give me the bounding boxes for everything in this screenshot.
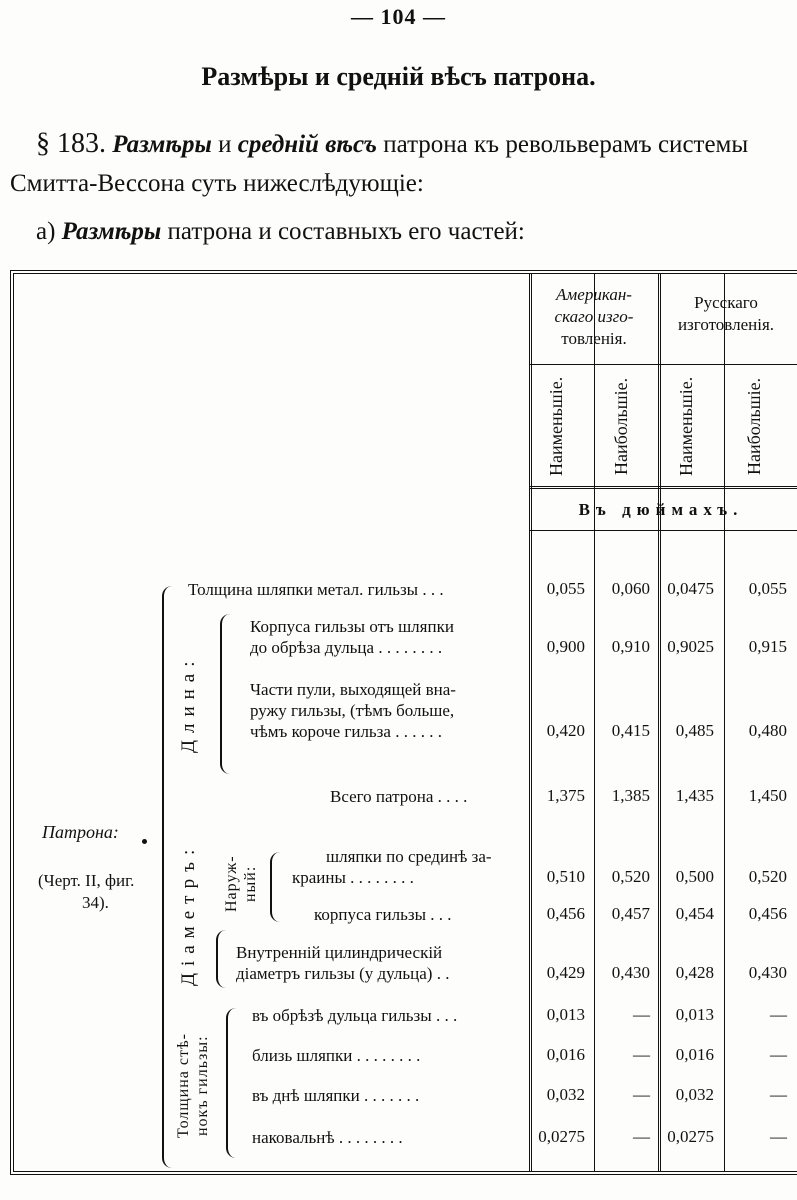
group-dlina: Длина: <box>178 654 199 754</box>
cell-value: 0,915 <box>748 637 787 656</box>
row-label-line: Корпуса гильзы отъ шляпки <box>250 617 454 636</box>
row-label-line: краины . . . . . . . . <box>292 868 414 887</box>
italic-term: среднiй вѣсъ <box>237 131 377 158</box>
cell-value: — <box>633 1045 650 1064</box>
cell-value: 1,385 <box>611 786 650 805</box>
text-run: патрона и составныхъ его частей: <box>161 218 525 245</box>
group-diametr: Діаметръ: <box>178 842 199 986</box>
row-label <box>292 846 492 888</box>
cell-value: 0,430 <box>611 963 650 982</box>
cell-value: 0,428 <box>675 963 714 982</box>
tolshch-line: нокъ гильзы: <box>194 1035 211 1137</box>
brace-naruzh <box>270 852 280 922</box>
cell-value: 0,016 <box>546 1045 585 1064</box>
cell-value: 0,415 <box>611 721 650 740</box>
cell-value: 0,456 <box>546 904 585 923</box>
cell-value: 0,510 <box>546 867 585 886</box>
row-label-line: до обрѣза дульца . . . . . . . . <box>250 638 443 657</box>
header-line: скаго изго- <box>554 307 634 326</box>
cell-value: 0,429 <box>546 963 585 982</box>
cell-value: 0,0275 <box>538 1127 585 1146</box>
header-rule <box>530 530 797 531</box>
cell-value: 1,435 <box>675 786 714 805</box>
cell-value: 0,454 <box>675 904 714 923</box>
cell-value: 0,520 <box>611 867 650 886</box>
row-label-line: Внутренній цилиндрическій <box>236 943 443 962</box>
header-min-american: Наименьшіе. <box>546 376 566 476</box>
cell-value: — <box>770 1085 787 1104</box>
naruzh-line: ный: <box>242 865 259 903</box>
cell-value: 0,9025 <box>667 637 714 656</box>
cell-value: 0,430 <box>748 963 787 982</box>
page-number: — 104 — <box>351 4 446 29</box>
cell-value: 0,060 <box>611 579 650 598</box>
group-reference <box>38 870 134 914</box>
cell-value: — <box>633 1085 650 1104</box>
text-run: и <box>211 131 238 158</box>
cell-value: 0,900 <box>546 637 585 656</box>
row-label-line: чѣмъ короче гильза . . . . . . <box>250 722 442 741</box>
cell-value: 0,480 <box>748 721 787 740</box>
row-label <box>236 942 449 984</box>
row-label: корпуса гильзы . . . <box>314 905 452 924</box>
paragraph-intro <box>0 128 797 160</box>
cell-value: 0,457 <box>611 904 650 923</box>
group-patrona: Патрона: <box>42 822 119 842</box>
header-line: товленія. <box>561 329 627 348</box>
paragraph-sub-a <box>0 218 797 246</box>
header-line: Американ- <box>556 285 632 304</box>
header-rule <box>530 364 797 365</box>
row-label: Всего патрона . . . . <box>330 787 468 806</box>
row-label <box>250 679 456 742</box>
italic-term: Размѣры <box>61 218 162 245</box>
row-label-line: шляпки по срединѣ за- <box>326 847 492 866</box>
section-number: § 183. <box>36 128 106 159</box>
row-label <box>250 616 454 658</box>
text-run: а) <box>36 218 62 245</box>
cell-value: 0,420 <box>546 721 585 740</box>
cell-value: 0,013 <box>546 1005 585 1024</box>
brace-main <box>162 586 174 1168</box>
group-naruzh <box>222 844 262 924</box>
cell-value: 0,055 <box>748 579 787 598</box>
row-label: въ обрѣзѣ дульца гильзы . . . <box>252 1006 458 1025</box>
paragraph-intro-cont: Смитта-Вессона суть нижеслѣдующiе: <box>10 170 424 197</box>
header-max-american: Наибольшіе. <box>611 377 631 475</box>
header-line: Русскаго <box>694 293 758 312</box>
ink-dot <box>142 839 147 844</box>
row-label-line: Части пули, выходящей вна- <box>250 680 456 699</box>
cell-value: 0,485 <box>675 721 714 740</box>
cell-value: 1,450 <box>748 786 787 805</box>
row-label: Толщина шляпки метал. гильзы . . . <box>188 580 444 599</box>
dimensions-table <box>10 270 797 1175</box>
cell-value: 0,520 <box>748 867 787 886</box>
header-line: изготовленія. <box>677 315 775 334</box>
header-rule <box>530 486 797 489</box>
column-rule <box>724 274 725 1171</box>
brace-dlina <box>220 614 230 774</box>
cell-value: 0,456 <box>748 904 787 923</box>
cell-value: 1,375 <box>546 786 585 805</box>
cell-value: 0,016 <box>675 1045 714 1064</box>
row-label-line: діаметръ гильзы (у дульца) . . <box>236 964 450 983</box>
brace-diametr <box>216 930 226 988</box>
cell-value: 0,013 <box>675 1005 714 1024</box>
cell-value: — <box>770 1005 787 1024</box>
cell-value: — <box>770 1045 787 1064</box>
text-run: патрона къ револьверамъ системы <box>376 131 749 158</box>
header-russian <box>660 292 792 336</box>
brace-tolshch <box>226 1008 236 1158</box>
cell-value: 0,032 <box>546 1085 585 1104</box>
row-label: близь шляпки . . . . . . . . <box>252 1046 421 1065</box>
header-max-russian: Наибольшіе. <box>744 377 764 475</box>
cell-value: 0,500 <box>675 867 714 886</box>
cell-value: 0,055 <box>546 579 585 598</box>
naruzh-line: Наруж- <box>223 855 240 913</box>
ref-line: 34). <box>82 893 109 912</box>
cell-value: — <box>633 1005 650 1024</box>
cell-value: 0,910 <box>611 637 650 656</box>
tolshch-line: Толщина стѣ- <box>175 1033 192 1139</box>
header-american <box>530 284 658 350</box>
cell-value: — <box>633 1127 650 1146</box>
group-tolshch <box>174 1002 218 1170</box>
cell-value: — <box>770 1127 787 1146</box>
cell-value: 0,0275 <box>667 1127 714 1146</box>
row-label: въ днѣ шляпки . . . . . . . <box>252 1086 420 1105</box>
header-min-russian: Наименьшіе. <box>676 376 696 476</box>
page-heading: Размѣры и среднiй вѣсъ патрона. <box>201 62 596 91</box>
row-label: наковальнѣ . . . . . . . . <box>252 1128 403 1147</box>
unit-label: Въ дюймахъ. <box>578 500 744 519</box>
ref-line: (Черт. II, фиг. <box>38 871 135 890</box>
cell-value: 0,032 <box>675 1085 714 1104</box>
row-label-line: ружу гильзы, (тѣмъ больше, <box>250 701 455 720</box>
italic-term: Размѣры <box>112 131 212 158</box>
cell-value: 0,0475 <box>667 579 714 598</box>
